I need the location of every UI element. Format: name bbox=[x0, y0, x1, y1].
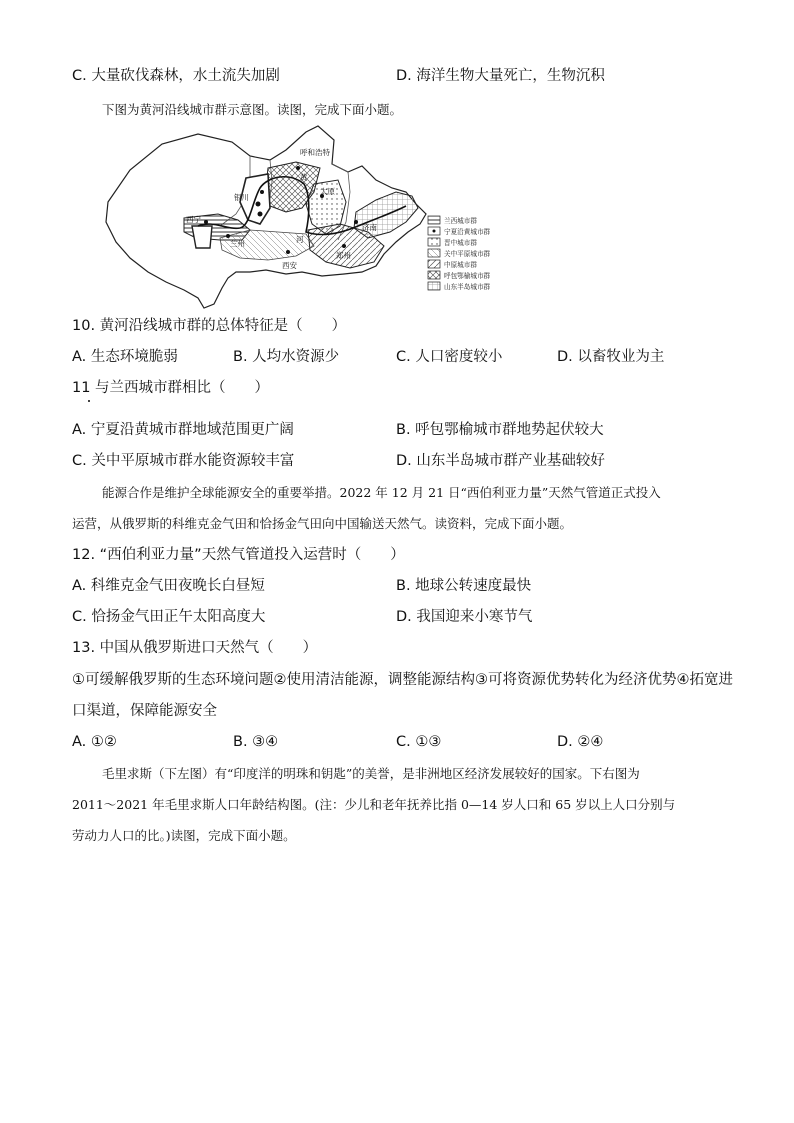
q13-stem: 13. 中国从俄罗斯进口天然气（ ） bbox=[72, 640, 318, 656]
river-label-1: 黄 bbox=[300, 173, 308, 182]
q11-option-c: C. 关中平原城市群水能资源较丰富 bbox=[72, 453, 295, 469]
q9-option-d: D. 海洋生物大量死亡，生物沉积 bbox=[396, 68, 605, 84]
q13-option-d: D. ②④ bbox=[557, 734, 604, 750]
q11-option-d: D. 山东半岛城市群产业基础较好 bbox=[396, 453, 605, 469]
q10-option-b: B. 人均水资源少 bbox=[233, 349, 340, 365]
legend-6: 呼包鄂榆城市群 bbox=[444, 272, 491, 280]
legend-7: 山东半岛城市群 bbox=[444, 283, 491, 291]
city-xining: 西宁 bbox=[186, 215, 201, 224]
city-taiyuan: 太原 bbox=[320, 187, 335, 196]
q9-option-c: C. 大量砍伐森林，水土流失加剧 bbox=[72, 68, 280, 84]
q11-option-b: B. 呼包鄂榆城市群地势起伏较大 bbox=[396, 422, 604, 438]
q12-option-c: C. 恰扬金气田正午太阳高度大 bbox=[72, 609, 266, 625]
map-intro: 下图为黄河沿线城市群示意图。读图，完成下面小题。 bbox=[102, 102, 403, 117]
mauritius-intro-line2: 2011～2021 年毛里求斯人口年龄结构图。(注：少儿和老年抚养比指 0—14 岁人口和 65 岁以上人口分别与 bbox=[72, 797, 676, 812]
map-legend bbox=[428, 216, 491, 291]
q12-stem: 12. “西伯利亚力量”天然气管道投入运营时（ ） bbox=[72, 547, 405, 563]
city-yinchuan: 银川 bbox=[234, 193, 249, 202]
city-jinan: 济南 bbox=[362, 223, 377, 232]
city-zhengzhou: 郑州 bbox=[336, 251, 351, 260]
mauritius-intro-line3: 劳动力人口的比。)读图，完成下面小题。 bbox=[72, 828, 296, 843]
city-xian: 西安 bbox=[282, 261, 297, 270]
q13-body-line1: ①可缓解俄罗斯的生态环境问题②使用清洁能源，调整能源结构③可将资源优势转化为经济优势④拓宽进 bbox=[72, 672, 733, 688]
legend-4: 关中平原城市群 bbox=[444, 250, 491, 258]
q12-option-b: B. 地球公转速度最快 bbox=[396, 578, 532, 594]
legend-1: 兰西城市群 bbox=[444, 217, 477, 225]
energy-intro-line1: 能源合作是维护全球能源安全的重要举措。2022 年 12 月 21 日“西伯利亚力量”天然气管道正式投入 bbox=[102, 485, 661, 500]
q10-option-c: C. 人口密度较小 bbox=[396, 349, 503, 365]
mauritius-intro-line1: 毛里求斯（下左图）有“印度洋的明珠和钥匙”的美誉，是非洲地区经济发展较好的国家。下右图为 bbox=[102, 766, 640, 781]
legend-2: 宁夏沿黄城市群 bbox=[444, 228, 491, 236]
q10-option-a: A. 生态环境脆弱 bbox=[72, 349, 178, 365]
stray-mark bbox=[88, 400, 90, 402]
q13-option-a: A. ①② bbox=[72, 734, 117, 750]
q13-option-b: B. ③④ bbox=[233, 734, 279, 750]
q12-option-d: D. 我国迎来小寒节气 bbox=[396, 609, 533, 625]
legend-3: 晋中城市群 bbox=[444, 239, 477, 247]
q11-option-a: A. 宁夏沿黄城市群地域范围更广阔 bbox=[72, 422, 294, 438]
q13-option-c: C. ①③ bbox=[396, 734, 442, 750]
q13-body-line2: 口渠道，保障能源安全 bbox=[72, 703, 217, 719]
q10-option-d: D. 以畜牧业为主 bbox=[557, 349, 665, 365]
q11-stem: 11 与兰西城市群相比（ ） bbox=[72, 380, 270, 396]
yellow-river-city-cluster-map bbox=[100, 122, 530, 312]
city-lanzhou: 兰州 bbox=[230, 239, 245, 248]
city-hohhot: 呼和浩特 bbox=[300, 148, 330, 157]
q12-option-a: A. 科维克金气田夜晚长白昼短 bbox=[72, 578, 265, 594]
river-label-2: 河 bbox=[296, 235, 304, 244]
q10-stem: 10. 黄河沿线城市群的总体特征是（ ） bbox=[72, 318, 347, 334]
legend-5: 中原城市群 bbox=[444, 261, 477, 269]
energy-intro-line2: 运营，从俄罗斯的科维克金气田和恰扬金气田向中国输送天然气。读资料，完成下面小题。 bbox=[72, 516, 573, 531]
